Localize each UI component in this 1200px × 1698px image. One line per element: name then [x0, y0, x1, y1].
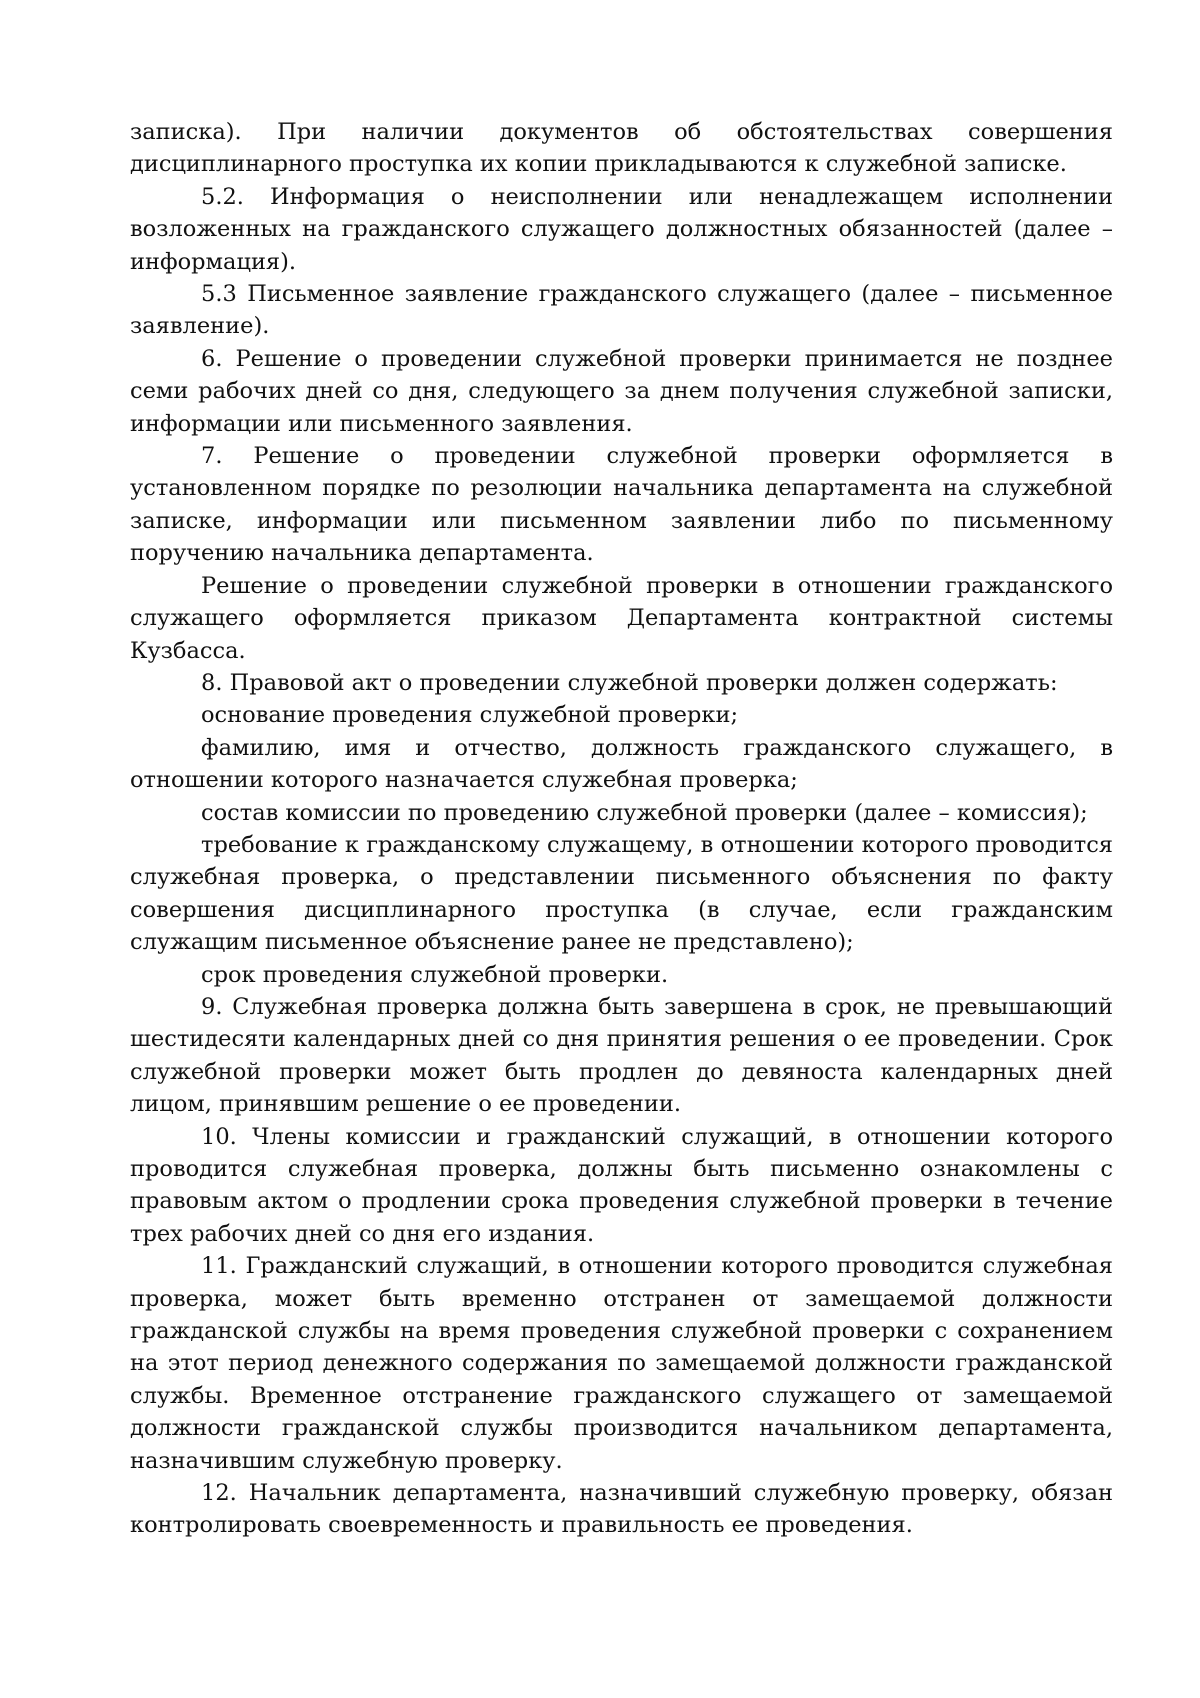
paragraph-continuation: записка). При наличии документов об обстоятельствах совершения дисциплинарного проступка их копии прикладываются к служебной записке.: [130, 119, 1113, 178]
paragraph-8-item-commission: состав комиссии по проведению служебной проверки (далее – комиссия);: [201, 799, 1088, 826]
paragraph-8: 8. Правовой акт о проведении служебной проверки должен содержать:: [201, 669, 1058, 696]
paragraph-8-item-requirement: требование к гражданскому служащему, в отношении которого проводится служебная проверка, о представлении письменного объяснения по факту совершения дисциплинарного проступка (в случае, если гражданским служащим письменное объяснение ранее не представлено);: [130, 831, 1113, 956]
document-body: [130, 116, 1113, 1542]
paragraph-8-item-term: срок проведения служебной проверки.: [201, 961, 669, 988]
paragraph-10: 10. Члены комиссии и гражданский служащий, в отношении которого проводится служебная проверка, должны быть письменно ознакомлены с правовым актом о продлении срока проведения служебной проверки в течение трех рабочих дней со дня его издания.: [130, 1123, 1113, 1247]
paragraph-7-order: Решение о проведении служебной проверки в отношении гражданского служащего оформляется приказом Департамента контрактной системы Кузбасса.: [130, 572, 1113, 664]
paragraph-11: 11. Гражданский служащий, в отношении которого проводится служебная проверка, может быть временно отстранен от замещаемой должности гражданской службы на время проведения служебной проверки с сохранением на этот период денежного содержания по замещаемой должности гражданской службы. Временное отстранение гражданского служащего от замещаемой должности гражданской службы производится начальником департамента, назначившим служебную проверку.: [130, 1253, 1113, 1474]
paragraph-8-item-basis: основание проведения служебной проверки;: [201, 702, 739, 729]
paragraph-12: 12. Начальник департамента, назначивший служебную проверку, обязан контролировать своевременность и правильность ее проведения.: [130, 1480, 1113, 1539]
paragraph-8-item-person: фамилию, имя и отчество, должность гражданского служащего, в отношении которого назначается служебная проверка;: [130, 734, 1113, 794]
paragraph-9: 9. Служебная проверка должна быть завершена в срок, не превышающий шестидесяти календарных дней со дня принятия решения о ее проведении. Срок служебной проверки может быть продлен до девяноста календарных дней лицом, принявшим решение о ее проведении.: [130, 993, 1113, 1118]
paragraph-5-2: 5.2. Информация о неисполнении или ненадлежащем исполнении возложенных на гражданского служащего должностных обязанностей (далее – информация).: [130, 183, 1113, 275]
paragraph-6: 6. Решение о проведении служебной проверки принимается не позднее семи рабочих дней со дня, следующего за днем получения служебной записки, информации или письменного заявления.: [130, 345, 1113, 437]
paragraph-5-3: 5.3 Письменное заявление гражданского служащего (далее – письменное заявление).: [130, 281, 1113, 340]
paragraph-7: 7. Решение о проведении служебной проверки оформляется в установленном порядке по резолюции начальника департамента на служебной записке, информации или письменном заявлении либо по письменному поручению начальника департамента.: [130, 443, 1113, 567]
